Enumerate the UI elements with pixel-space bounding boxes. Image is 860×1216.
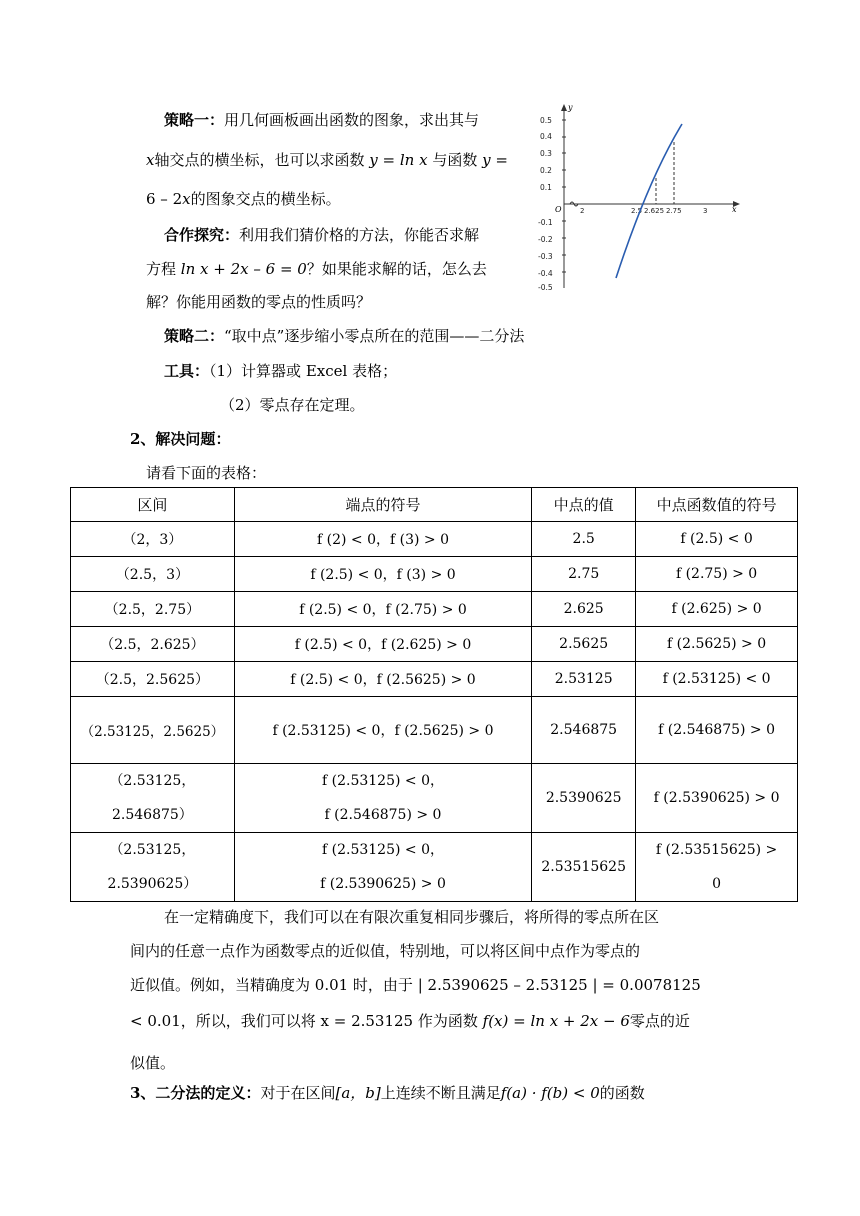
tools-label: 工具： xyxy=(164,362,210,380)
table-header: 区间 xyxy=(71,488,235,522)
x-tick-label: 2.75 xyxy=(666,207,682,215)
x-axis-label: x xyxy=(732,205,737,214)
tools-item-1: （1）计算器或 Excel 表格； xyxy=(209,362,398,380)
paragraph-line-2: 间内的任意一点作为函数零点的近似值，特别地，可以将区间中点作为零点的 xyxy=(130,942,641,960)
cell-interval-line: 2.5390625） xyxy=(107,876,198,892)
cell-mid: 2.53515625 xyxy=(532,833,636,902)
cell-interval xyxy=(71,833,235,902)
cell-interval-line: 2.546875） xyxy=(111,807,193,823)
cell-signs: f (2.5) < 0，f (2.625) > 0 xyxy=(234,627,531,662)
cell-mid: 2.5390625 xyxy=(532,764,636,833)
graph-background xyxy=(538,100,750,292)
table-row xyxy=(71,697,798,764)
cell-mid: 2.625 xyxy=(532,592,636,627)
paragraph-text-4a: < 0.01，所以，我们可以将 x = 2.53125 作为函数 xyxy=(130,1012,478,1030)
coop-text-2a: 方程 xyxy=(146,260,177,278)
bisection-table xyxy=(70,487,798,902)
strategy2-text: “取中点”逐步缩小零点所在的范围——二分法 xyxy=(224,327,525,345)
x-tick-label: 2 xyxy=(580,207,585,215)
cell-fmid: f (2.5) < 0 xyxy=(636,522,798,557)
strategy1-text-2a: 轴交点的横坐标，也可以求函数 xyxy=(154,151,365,169)
function-graph xyxy=(538,100,750,292)
section3-line xyxy=(130,1076,645,1110)
paragraph-line-3: 近似值。例如，当精确度为 0.01 时，由于 | 2.5390625 – 2.53125 | = 0.0078125 xyxy=(130,976,701,994)
cell-signs: f (2.5) < 0，f (2.5625) > 0 xyxy=(234,662,531,697)
cell-signs xyxy=(234,764,531,833)
cell-signs xyxy=(234,833,531,902)
cell-interval xyxy=(71,764,235,833)
y-tick-label: 0.1 xyxy=(540,183,552,192)
paragraph-line-4 xyxy=(130,1004,690,1038)
cell-interval: （2.5，2.5625） xyxy=(71,662,235,697)
cell-fmid xyxy=(636,833,798,902)
strategy1-line2 xyxy=(146,150,508,170)
cell-mid: 2.5625 xyxy=(532,627,636,662)
formula-fa-fb: f(a) · f(b) < 0 xyxy=(500,1084,600,1102)
table-header: 中点的值 xyxy=(532,488,636,522)
cell-interval: （2.5，2.75） xyxy=(71,592,235,627)
cell-interval-line: （2.53125， xyxy=(109,842,196,858)
section3-text-a: 对于在区间 xyxy=(260,1084,336,1102)
section2-intro: 请看下面的表格： xyxy=(146,464,267,482)
table-row xyxy=(71,557,798,592)
strategy1-text-1: 用几何画板画出函数的图象，求出其与 xyxy=(224,111,480,129)
cell-fmid-line: 0 xyxy=(712,876,722,892)
formula-y-ln-x: y = ln x xyxy=(369,151,428,169)
section2-heading: 2、解决问题： xyxy=(130,430,231,448)
tools-line1 xyxy=(164,361,397,381)
y-tick-label: -0.5 xyxy=(538,283,553,292)
x-tick-label: 2.5 xyxy=(631,207,643,215)
cell-interval: （2.53125，2.5625） xyxy=(71,697,235,764)
y-axis-label: y xyxy=(568,103,573,112)
formula-y: y = xyxy=(482,151,508,169)
section3-text-b: 上连续不断且满足 xyxy=(380,1084,501,1102)
cell-signs-line: f (2.5390625) > 0 xyxy=(320,876,446,892)
tools-item-2: （2）零点存在定理。 xyxy=(220,396,365,414)
cell-interval: （2.5，3） xyxy=(71,557,235,592)
cell-signs: f (2.53125) < 0，f (2.5625) > 0 xyxy=(234,697,531,764)
cell-mid: 2.5 xyxy=(532,522,636,557)
strategy1-text-3a: 6 – 2 xyxy=(146,190,183,208)
cell-fmid: f (2.625) > 0 xyxy=(636,592,798,627)
cell-fmid: f (2.5625) > 0 xyxy=(636,627,798,662)
cell-signs: f (2.5) < 0，f (2.75) > 0 xyxy=(234,592,531,627)
strategy1-text-2b: 与函数 xyxy=(432,151,478,169)
y-tick-label: 0.3 xyxy=(540,149,552,158)
cell-fmid: f (2.546875) > 0 xyxy=(636,697,798,764)
cell-mid: 2.53125 xyxy=(532,662,636,697)
cell-mid: 2.75 xyxy=(532,557,636,592)
cell-fmid: f (2.5390625) > 0 xyxy=(636,764,798,833)
strategy1-text-3b: 的图象交点的横坐标。 xyxy=(190,190,341,208)
strategy2-label: 策略二： xyxy=(164,327,225,345)
section3-heading: 3、二分法的定义： xyxy=(130,1084,261,1102)
cell-interval: （2，3） xyxy=(71,522,235,557)
cell-interval-line: （2.53125， xyxy=(109,773,196,789)
interval-ab: [a，b] xyxy=(335,1084,381,1102)
coop-line3: 解？你能用函数的零点的性质吗？ xyxy=(146,293,372,311)
y-tick-label: 0.2 xyxy=(540,166,552,175)
equation: ln x + 2x – 6 = 0 xyxy=(180,260,307,278)
y-tick-label: 0.5 xyxy=(540,116,552,125)
strategy2-line xyxy=(164,326,524,346)
formula-fx: f(x) = ln x + 2x − 6 xyxy=(482,1012,630,1030)
y-tick-label: -0.3 xyxy=(538,252,553,261)
var-x: x xyxy=(182,190,191,208)
cell-mid: 2.546875 xyxy=(532,697,636,764)
coop-line1 xyxy=(164,225,479,245)
paragraph-line-1: 在一定精确度下，我们可以在有限次重复相同步骤后，将所得的零点所在区 xyxy=(164,908,660,926)
strategy1-line1 xyxy=(164,110,479,130)
y-tick-label: -0.4 xyxy=(538,269,553,278)
table-header: 中点函数值的符号 xyxy=(636,488,798,522)
table-header-row xyxy=(71,488,798,522)
coop-label: 合作探究： xyxy=(164,226,240,244)
coop-text-1: 利用我们猜价格的方法，你能否求解 xyxy=(239,226,480,244)
cell-fmid: f (2.53125) < 0 xyxy=(636,662,798,697)
table-row xyxy=(71,764,798,833)
paragraph-text-4b: 零点的近 xyxy=(629,1012,690,1030)
origin-label: O xyxy=(555,205,562,214)
strategy1-line3 xyxy=(146,189,341,209)
table-row xyxy=(71,833,798,902)
coop-text-2b: ？如果能求解的话，怎么去 xyxy=(306,260,487,278)
section3-text-c: 的函数 xyxy=(599,1084,645,1102)
cell-signs-line: f (2.53125) < 0， xyxy=(322,842,444,858)
cell-signs-line: f (2.53125) < 0， xyxy=(322,773,444,789)
table-header: 端点的符号 xyxy=(234,488,531,522)
cell-signs: f (2.5) < 0，f (3) > 0 xyxy=(234,557,531,592)
cell-fmid: f (2.75) > 0 xyxy=(636,557,798,592)
y-tick-label: -0.1 xyxy=(538,218,553,227)
y-tick-label: 0.4 xyxy=(540,132,552,141)
paragraph-line-5: 似值。 xyxy=(130,1054,176,1072)
cell-fmid-line: f (2.53515625) > xyxy=(655,842,778,858)
y-tick-label: -0.2 xyxy=(538,235,553,244)
cell-interval: （2.5，2.625） xyxy=(71,627,235,662)
strategy1-label: 策略一： xyxy=(164,111,225,129)
cell-signs: f (2) < 0，f (3) > 0 xyxy=(234,522,531,557)
table-row xyxy=(71,592,798,627)
x-tick-label: 2.625 xyxy=(644,207,665,215)
var-x: x xyxy=(146,151,155,169)
coop-line2 xyxy=(146,259,487,279)
table-row xyxy=(71,662,798,697)
table-row xyxy=(71,627,798,662)
cell-signs-line: f (2.546875) > 0 xyxy=(324,807,442,823)
table-row xyxy=(71,522,798,557)
x-tick-label: 3 xyxy=(703,207,708,215)
